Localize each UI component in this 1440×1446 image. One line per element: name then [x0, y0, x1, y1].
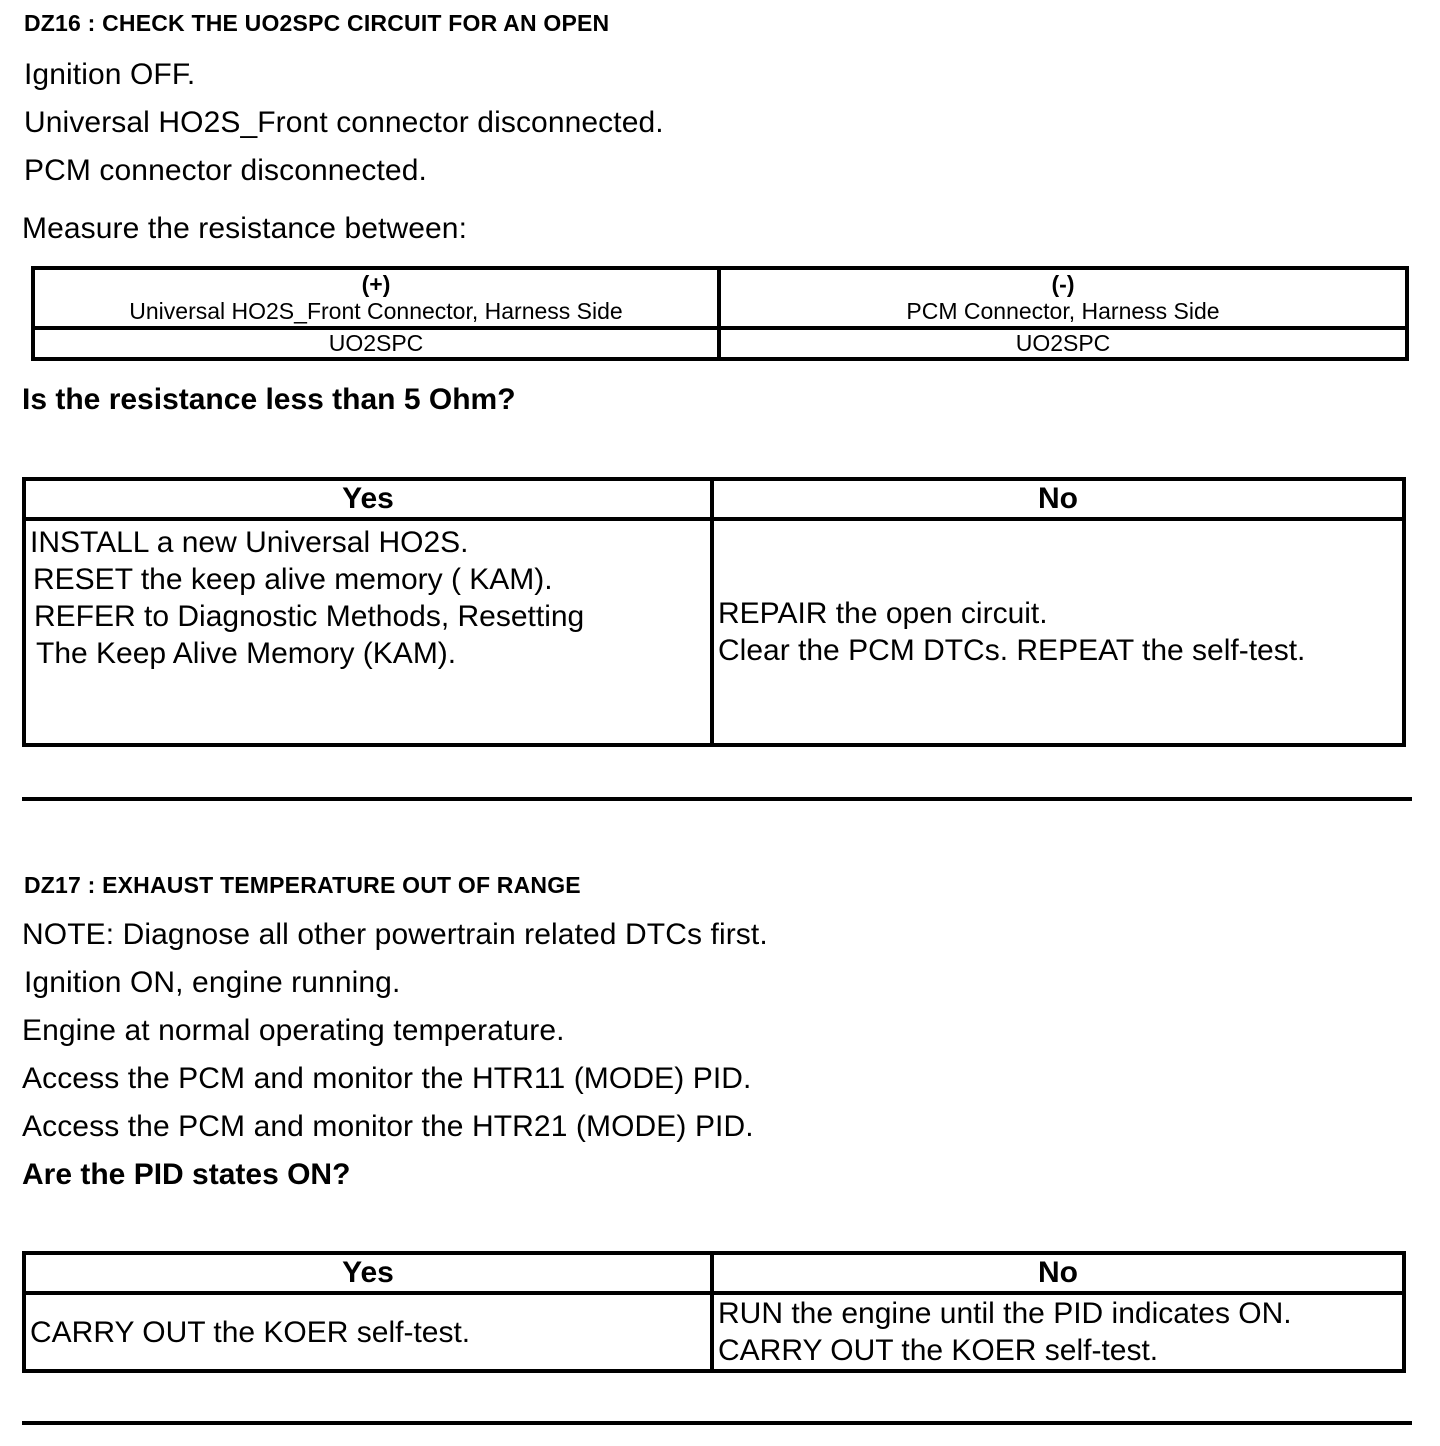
- dz17-no-header: No: [712, 1253, 1404, 1293]
- dz17-step-4: Access the PCM and monitor the HTR11 (MODE) PID.: [22, 1062, 752, 1095]
- dz17-yes-line-1: CARRY OUT the KOER self-test.: [30, 1315, 471, 1349]
- dz16-step-1: Ignition OFF.: [24, 58, 196, 91]
- dz16-question: Is the resistance less than 5 Ohm?: [22, 383, 516, 416]
- plus-terminal-cell: [33, 268, 719, 328]
- minus-terminal-cell: [719, 268, 1407, 328]
- dz17-no-line-1: RUN the engine until the PID indicates ON.: [718, 1297, 1292, 1330]
- dz16-measure-table: [31, 266, 1409, 361]
- plus-pin-cell: UO2SPC: [33, 328, 719, 359]
- dz17-step-5: Access the PCM and monitor the HTR21 (MODE) PID.: [22, 1110, 754, 1143]
- dz17-yes-action-cell: [24, 1293, 712, 1371]
- dz16-yes-header: Yes: [24, 479, 712, 519]
- dz16-step-2: Universal HO2S_Front connector disconnected.: [24, 106, 664, 139]
- minus-sign: (-): [1051, 271, 1075, 297]
- dz17-step-2: Ignition ON, engine running.: [24, 966, 401, 999]
- dz17-no-line-2: CARRY OUT the KOER self-test.: [718, 1334, 1159, 1367]
- dz16-yes-line-4: The Keep Alive Memory (KAM).: [36, 637, 457, 670]
- dz16-yes-line-2: RESET the keep alive memory ( KAM).: [33, 563, 553, 596]
- dz17-no-action-cell: [712, 1293, 1404, 1371]
- minus-pin-cell: UO2SPC: [719, 328, 1407, 359]
- plus-connector-label: Universal HO2S_Front Connector, Harness Side: [129, 298, 623, 324]
- dz17-heading: DZ17 : EXHAUST TEMPERATURE OUT OF RANGE: [24, 872, 581, 898]
- dz16-measure-intro: Measure the resistance between:: [22, 212, 468, 245]
- plus-sign: (+): [361, 271, 391, 297]
- dz16-no-action-cell: [712, 519, 1404, 745]
- dz17-question: Are the PID states ON?: [22, 1158, 351, 1191]
- dz17-yes-header: Yes: [24, 1253, 712, 1293]
- dz16-result-table: [22, 477, 1406, 747]
- dz16-no-line-2: Clear the PCM DTCs. REPEAT the self-test.: [718, 634, 1306, 667]
- dz16-step-3: PCM connector disconnected.: [24, 154, 427, 187]
- dz16-yes-line-1: INSTALL a new Universal HO2S.: [30, 526, 469, 559]
- dz17-step-3: Engine at normal operating temperature.: [22, 1014, 565, 1047]
- dz16-yes-action-cell: [24, 519, 712, 745]
- minus-connector-label: PCM Connector, Harness Side: [906, 298, 1220, 324]
- dz17-result-table: [22, 1251, 1406, 1373]
- dz16-heading: DZ16 : CHECK THE UO2SPC CIRCUIT FOR AN OPEN: [24, 10, 610, 36]
- dz16-no-header: No: [712, 479, 1404, 519]
- section-divider-2: [22, 1421, 1412, 1425]
- dz16-no-line-1: REPAIR the open circuit.: [718, 597, 1048, 630]
- dz16-yes-line-3: REFER to Diagnostic Methods, Resetting: [34, 600, 585, 633]
- section-divider-1: [22, 797, 1412, 801]
- dz17-step-1: NOTE: Diagnose all other powertrain related DTCs first.: [22, 918, 768, 951]
